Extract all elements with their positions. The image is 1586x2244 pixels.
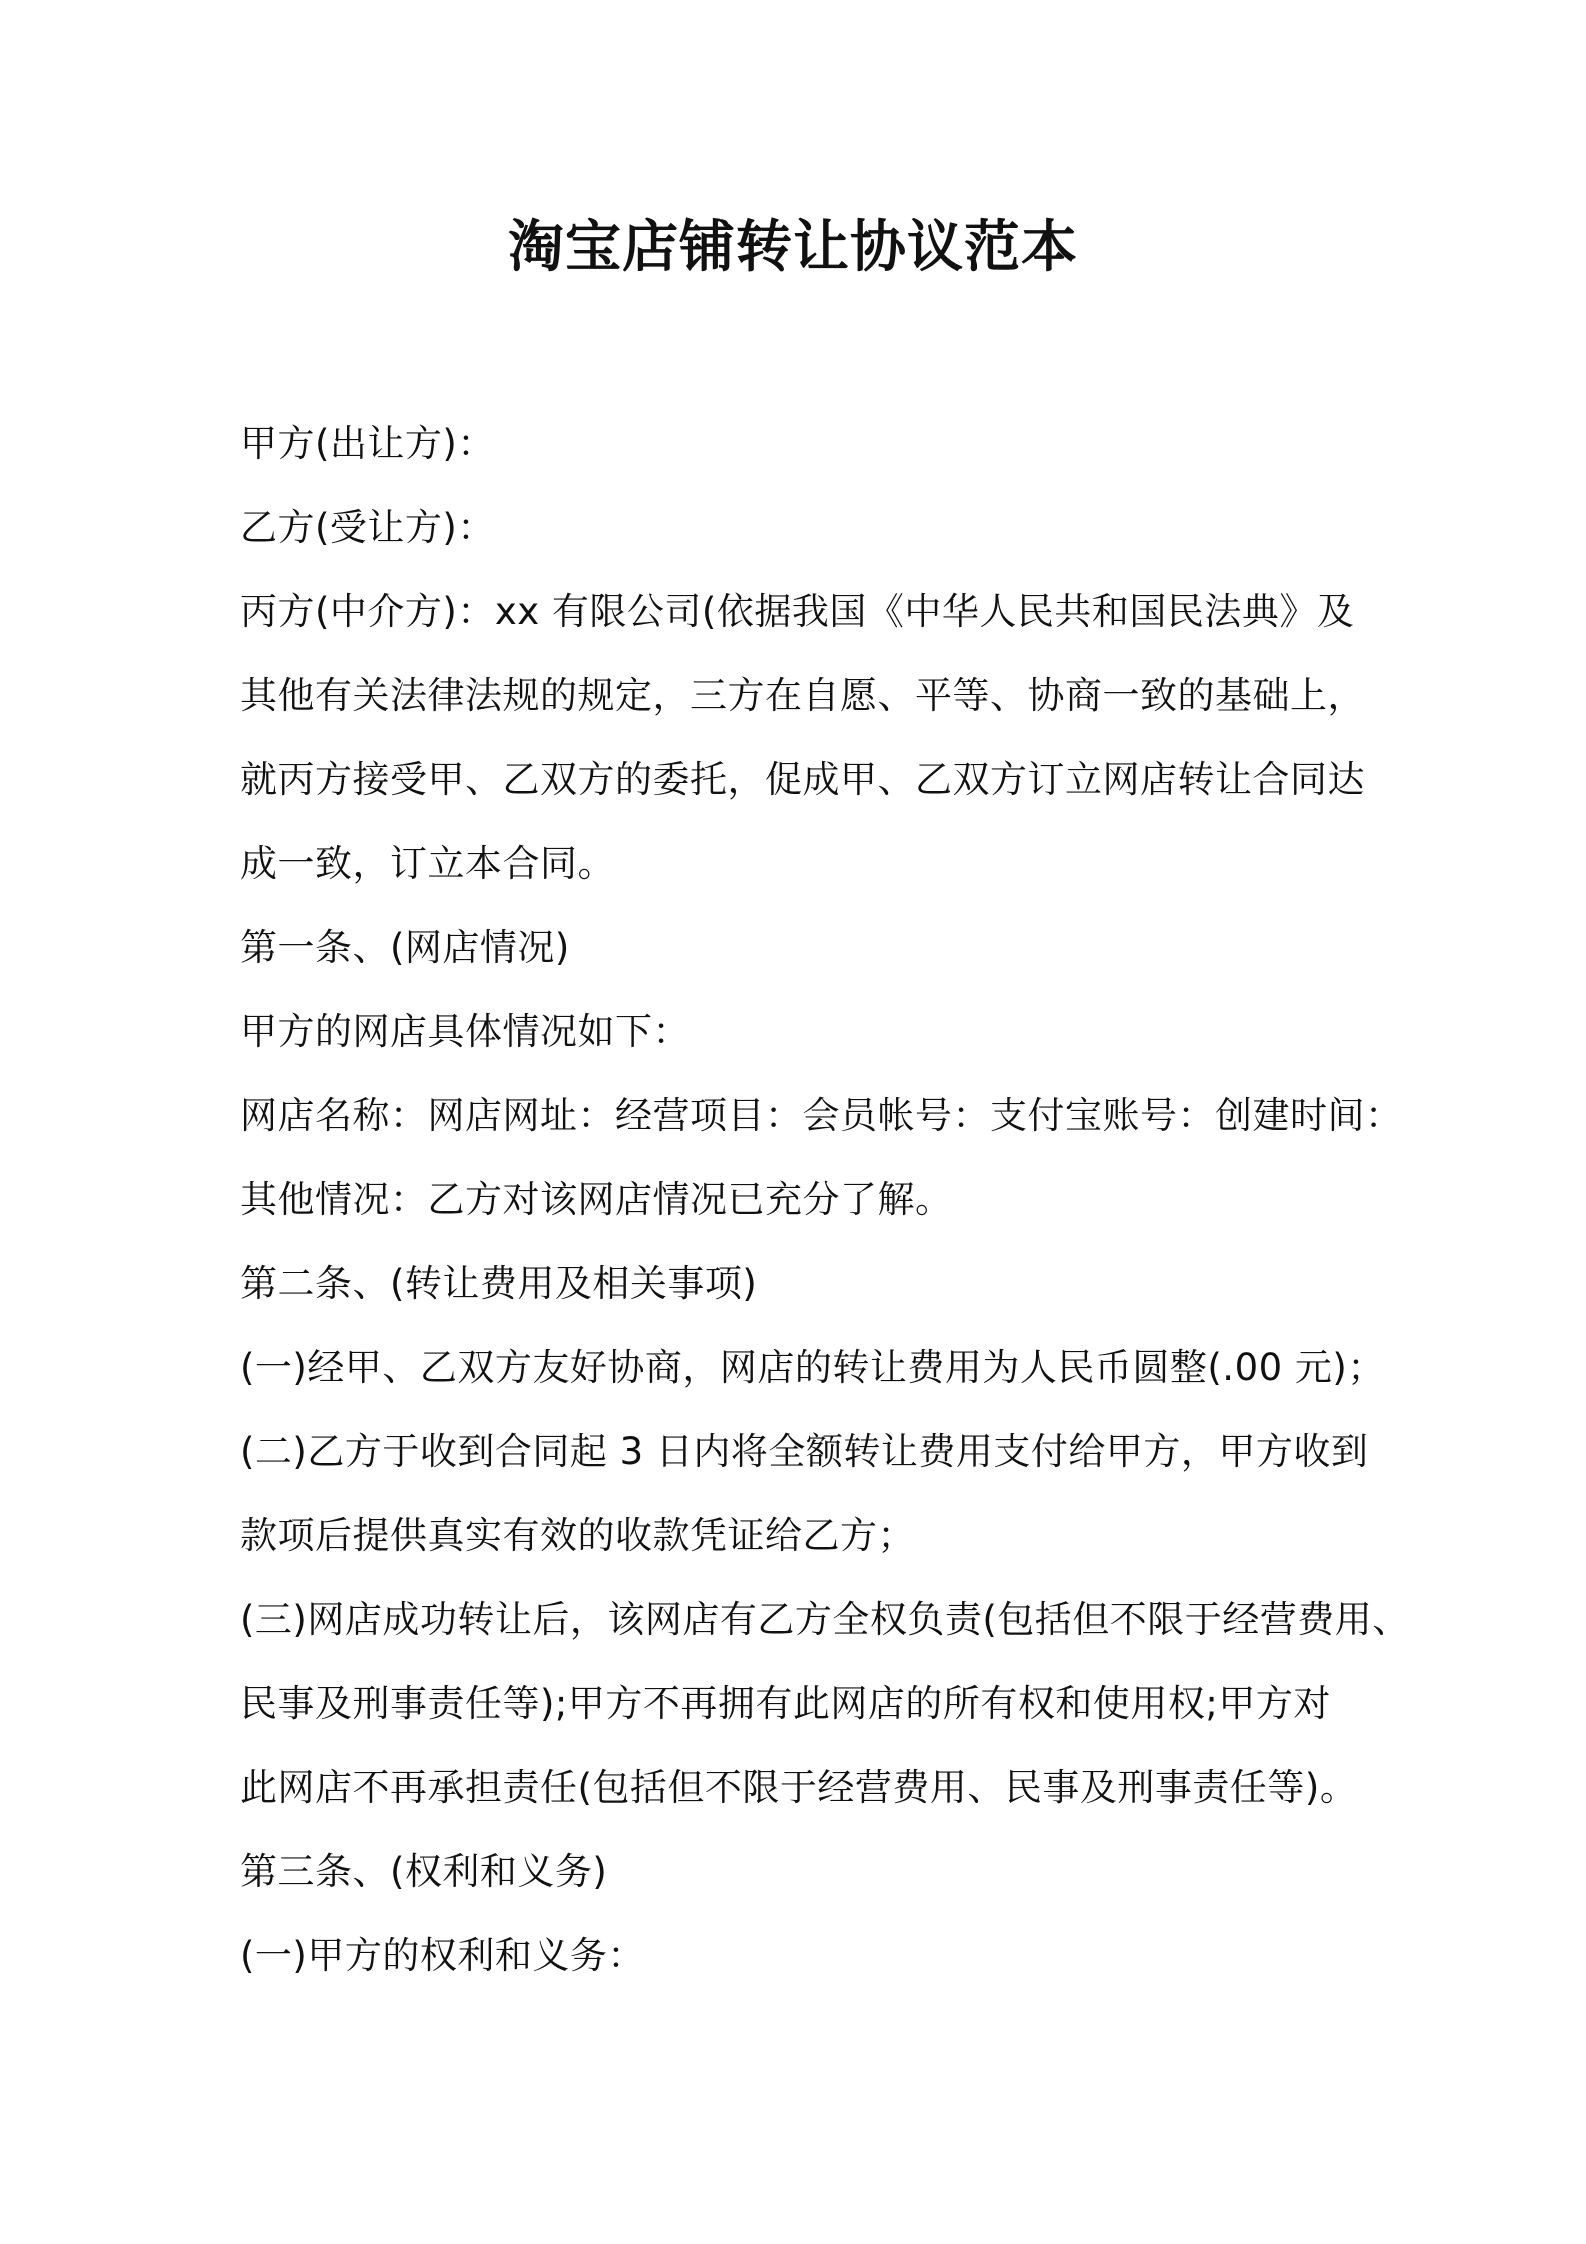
- article-2-heading: 第二条、(转让费用及相关事项): [240, 1262, 758, 1305]
- document-body: [240, 402, 1410, 1998]
- body-line: 其他有关法律法规的规定，三方在自愿、平等、协商一致的基础上，: [240, 674, 1365, 717]
- document-title: 淘宝店铺转让协议范本: [508, 215, 1078, 280]
- article-1-heading: 第一条、(网店情况): [240, 926, 570, 969]
- body-line: 就丙方接受甲、乙双方的委托，促成甲、乙双方订立网店转让合同达: [240, 758, 1365, 801]
- clause-line: 民事及刑事责任等);甲方不再拥有此网店的所有权和使用权;甲方对: [240, 1682, 1331, 1725]
- body-line: 其他情况：乙方对该网店情况已充分了解。: [240, 1178, 953, 1221]
- clause-line: (一)甲方的权利和义务：: [240, 1934, 645, 1977]
- article-3-heading: 第三条、(权利和义务): [240, 1850, 608, 1893]
- clause-line: (三)网店成功转让后，该网店有乙方全权负责(包括但不限于经营费用、: [240, 1598, 1410, 1641]
- clause-line: 此网店不再承担责任(包括但不限于经营费用、民事及刑事责任等)。: [240, 1766, 1358, 1809]
- party-a-line: 甲方(出让方)：: [240, 422, 495, 465]
- party-b-line: 乙方(受让方)：: [240, 506, 495, 549]
- body-line: 甲方的网店具体情况如下：: [240, 1010, 690, 1053]
- body-line: 成一致，订立本合同。: [240, 842, 615, 885]
- clause-line: (二)乙方于收到合同起 3 日内将全额转让费用支付给甲方，甲方收到: [240, 1430, 1369, 1473]
- party-c-line: 丙方(中介方)：xx 有限公司(依据我国《中华人民共和国民法典》及: [240, 590, 1355, 633]
- shop-info-fields: 网店名称：网店网址：经营项目：会员帐号：支付宝账号：创建时间：: [240, 1094, 1403, 1137]
- clause-line: (一)经甲、乙双方友好协商，网店的转让费用为人民币圆整(.00 元)；: [240, 1346, 1385, 1389]
- clause-line: 款项后提供真实有效的收款凭证给乙方；: [240, 1514, 915, 1557]
